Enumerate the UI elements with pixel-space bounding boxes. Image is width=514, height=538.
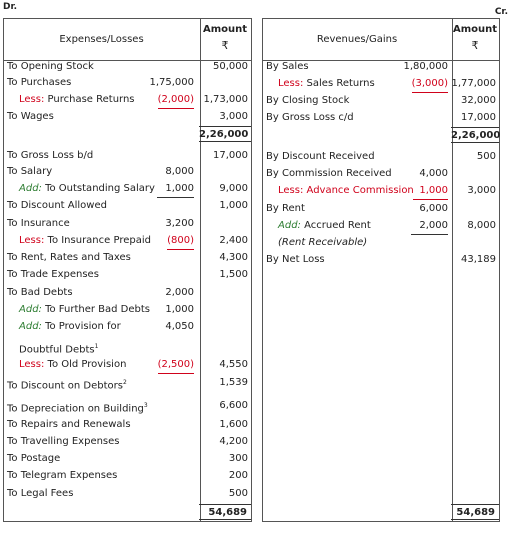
expense-row: To Insurance 3,200 xyxy=(7,218,194,229)
expense-row: Doubtful Debts$^1$ xyxy=(19,343,99,356)
revenue-row: Less: Sales Returns (3,000) 1,77,000 xyxy=(266,76,498,92)
revenue-row: By Discount Received 500 xyxy=(266,151,496,162)
expenses-panel xyxy=(3,18,252,522)
expense-row: To Depreciation on Building$^3$ 6,600 xyxy=(7,400,248,415)
expense-row: To Legal Fees 500 xyxy=(7,488,248,499)
expense-row: To Wages 3,000 xyxy=(7,111,248,122)
revenues-heading: Revenues/Gains xyxy=(316,34,398,45)
revenues-panel xyxy=(262,18,500,522)
rupee-icon: ₹ xyxy=(471,39,479,52)
expense-row: To Telegram Expenses 200 xyxy=(7,470,248,481)
expense-row: To Salary 8,000 xyxy=(7,166,194,177)
total-revenues: 54,689 xyxy=(451,504,499,520)
expense-row: To Purchases 1,75,000 xyxy=(7,77,194,88)
expense-row: To Postage 300 xyxy=(7,453,248,464)
expense-row: To Bad Debts 2,000 xyxy=(7,287,194,298)
revenues-header xyxy=(263,19,499,61)
expense-row: To Discount on Debtors$^2$ 1,539 xyxy=(7,377,248,392)
expense-row: To Trade Expenses 1,500 xyxy=(7,269,248,280)
revenue-row: Add: Accrued Rent 2,000 8,000 xyxy=(266,218,498,234)
subtotal-revenues: 2,26,000 xyxy=(451,127,499,143)
revenue-row: By Rent 6,000 xyxy=(266,203,448,214)
revenue-row: Less: Advance Commission 1,000 3,000 xyxy=(266,183,498,199)
subtotal-expenses: 2,26,000 xyxy=(199,126,251,142)
revenue-row: (Rent Receivable) xyxy=(278,237,368,248)
cr-label: Cr. xyxy=(494,7,508,17)
expenses-heading: Expenses/Losses xyxy=(59,34,144,45)
revenue-row: By Closing Stock 32,000 xyxy=(266,95,496,106)
expenses-header xyxy=(4,19,251,61)
rupee-icon: ₹ xyxy=(221,39,229,52)
expense-row: Less: To Old Provision (2,500) 4,550 xyxy=(7,357,250,373)
revenues-amount-heading: Amount ₹ xyxy=(452,24,498,52)
revenue-row: By Sales 1,80,000 xyxy=(266,61,448,72)
expense-row: To Opening Stock 50,000 xyxy=(7,61,248,72)
expense-row: To Repairs and Renewals 1,600 xyxy=(7,419,248,430)
expense-row: To Travelling Expenses 4,200 xyxy=(7,436,248,447)
revenue-row: By Gross Loss c/d 17,000 xyxy=(266,112,496,123)
expense-row: Add: To Outstanding Salary 1,000 9,000 xyxy=(7,181,250,197)
expenses-amount-heading: Amount ₹ xyxy=(199,19,251,60)
dr-label: Dr. xyxy=(3,2,18,12)
expense-row: Add: To Further Bad Debts 1,000 xyxy=(19,304,194,315)
expense-row: To Discount Allowed 1,000 xyxy=(7,200,248,211)
revenue-row: By Commission Received 4,000 xyxy=(266,168,448,179)
expense-row: Less: Purchase Returns (2,000) 1,73,000 xyxy=(7,92,250,108)
expense-row: Less: To Insurance Prepaid (800) 2,400 xyxy=(7,233,250,249)
expense-row: Add: To Provision for 4,050 xyxy=(19,321,194,332)
total-expenses: 54,689 xyxy=(199,504,251,520)
expense-row: To Gross Loss b/d 17,000 xyxy=(7,150,248,161)
revenue-row: By Net Loss 43,189 xyxy=(266,254,496,265)
expense-row: To Rent, Rates and Taxes 4,300 xyxy=(7,252,248,263)
